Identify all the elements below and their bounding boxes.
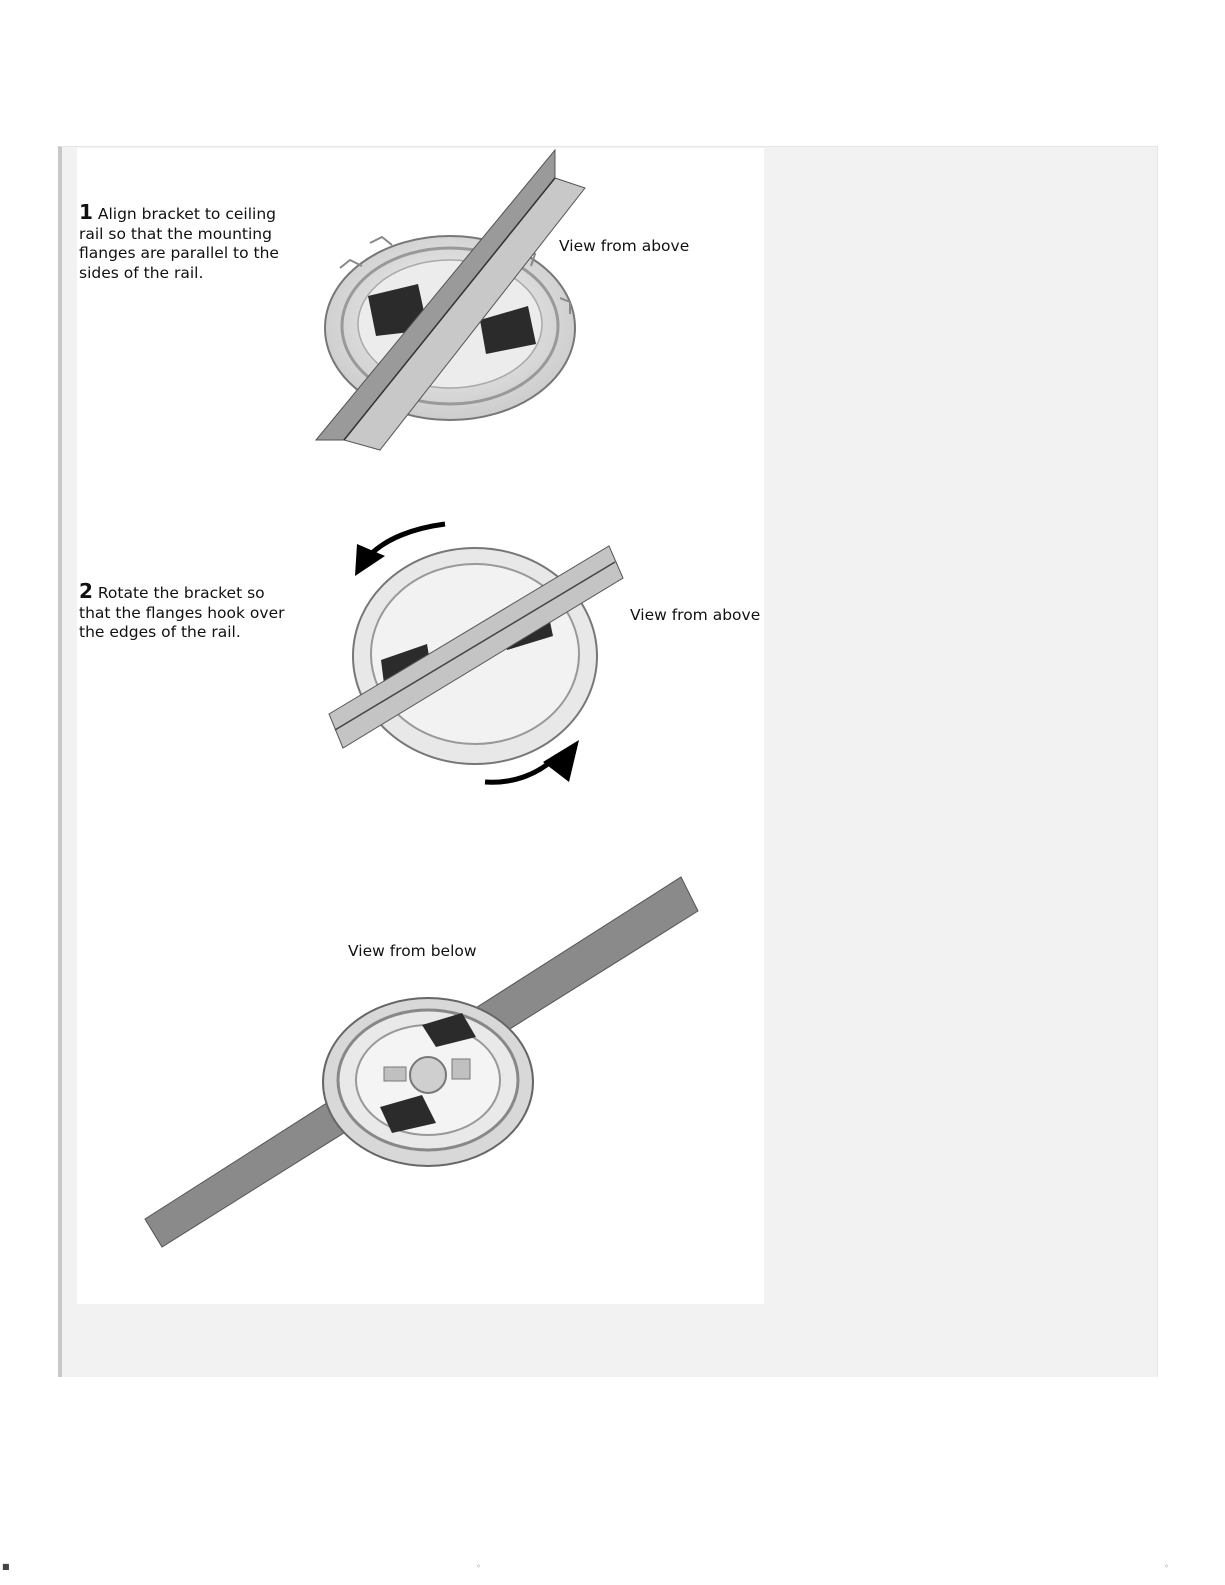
caption-view-above-1: View from above [559, 237, 690, 255]
bracket-rail-illustration-2 [325, 518, 635, 793]
caption-view-below: View from below [348, 942, 477, 960]
bracket-rail-illustration-1 [300, 148, 600, 458]
corner-mark-right: ◦ [1164, 1562, 1169, 1571]
step-1-text [79, 200, 289, 283]
step-2-instruction: Rotate the bracket so that the flanges hook over the edges of the rail. [79, 584, 285, 641]
bracket-rail-illustration-3 [140, 875, 705, 1250]
step-1-instruction: Align bracket to ceiling rail so that the mounting flanges are parallel to the sides of the rail. [79, 205, 279, 282]
rotate-arrow-top [367, 524, 445, 558]
caption-view-above-2: View from above [630, 606, 761, 624]
corner-mark-left: ■ [2, 1562, 10, 1571]
step-2-number: 2 [79, 579, 93, 603]
corner-mark-center: ◦ [476, 1562, 481, 1571]
step-1-number: 1 [79, 200, 93, 224]
step-2-text [79, 579, 289, 643]
rotate-arrowhead-bottom [543, 740, 579, 782]
